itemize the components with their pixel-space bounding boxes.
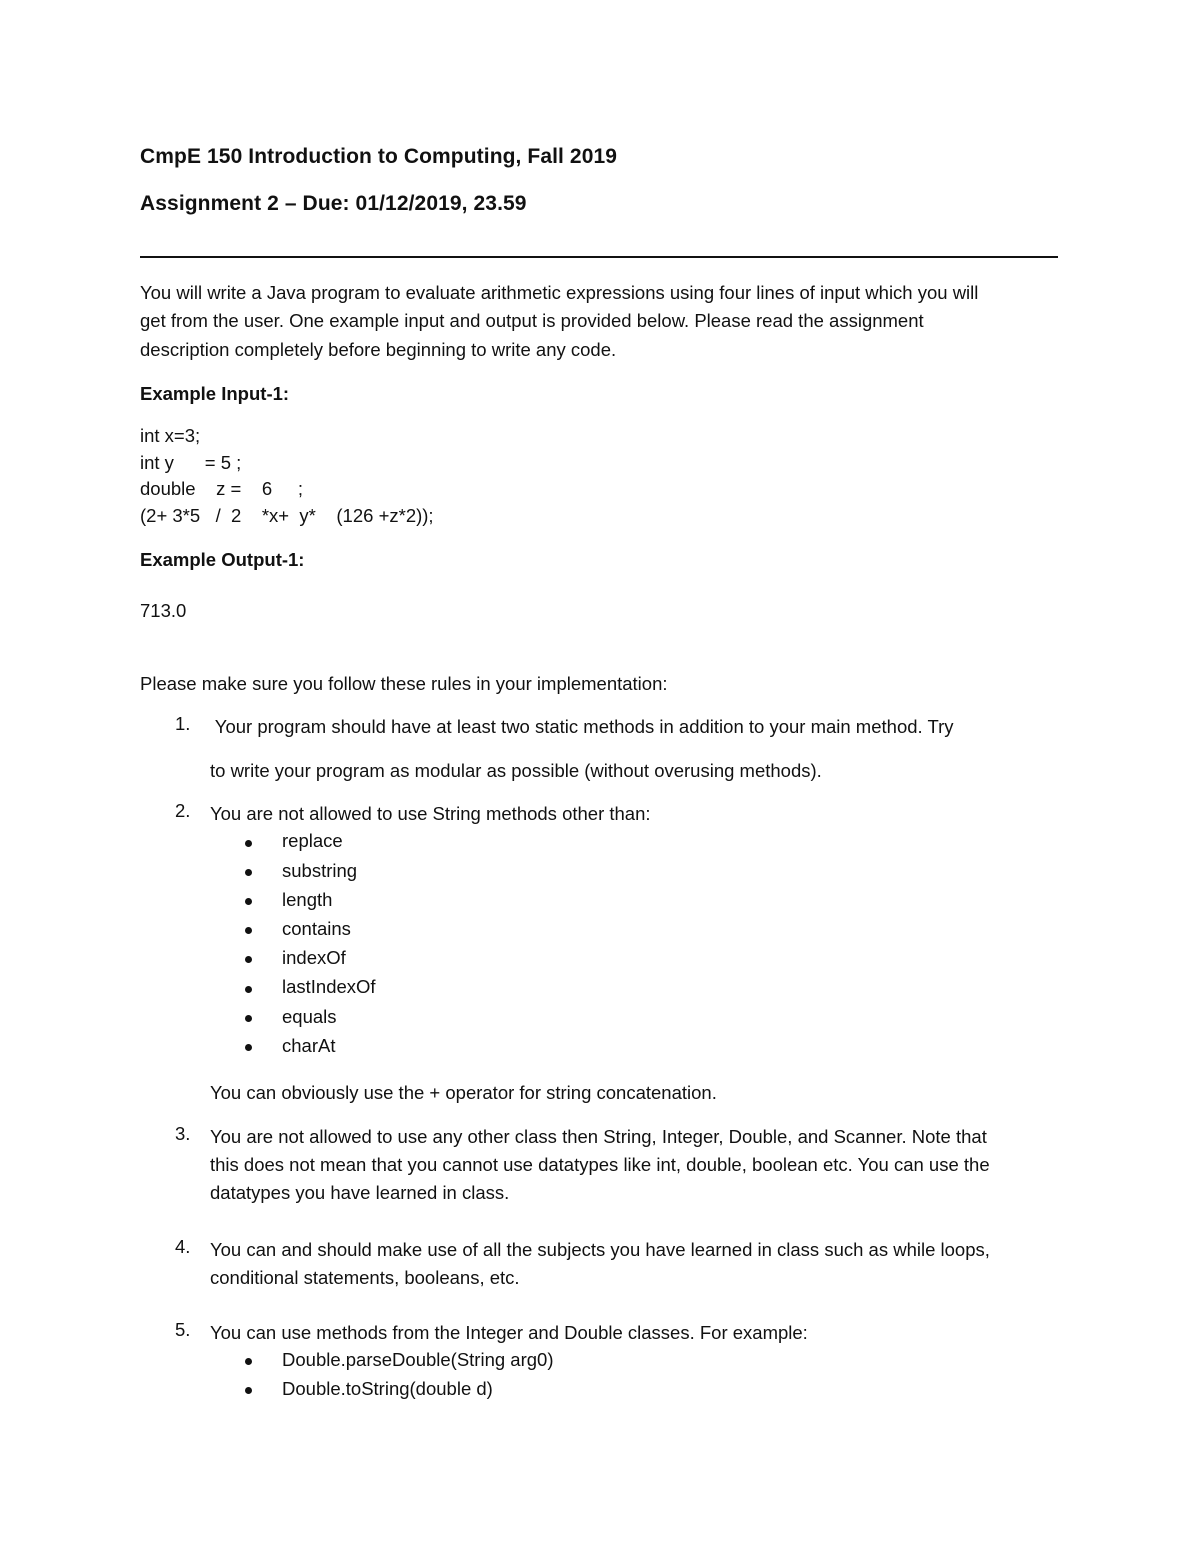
- rule-number: 2.: [175, 800, 191, 821]
- example-input-line: int x=3;: [140, 425, 201, 446]
- rule-text: datatypes you have learned in class.: [210, 1182, 510, 1203]
- rule-text: conditional statements, booleans, etc.: [210, 1267, 520, 1288]
- bullet-dot: [245, 1044, 252, 1051]
- bullet-item: indexOf: [282, 947, 346, 968]
- bullet-dot: [245, 869, 252, 876]
- example-input-line: int y = 5 ;: [140, 452, 242, 473]
- bullet-dot: [245, 840, 252, 847]
- bullet-item: substring: [282, 860, 358, 881]
- bullet-dot: [245, 1387, 252, 1394]
- bullet-item: length: [282, 889, 333, 910]
- course-title: CmpE 150 Introduction to Computing, Fall 2019: [140, 145, 618, 168]
- intro-line: description completely before beginning to write any code.: [140, 339, 617, 360]
- bullet-dot: [245, 986, 252, 993]
- bullet-item: lastIndexOf: [282, 976, 376, 997]
- bullet-dot: [245, 927, 252, 934]
- bullet-item: contains: [282, 918, 351, 939]
- rule-number: 1.: [175, 713, 191, 734]
- rule-number: 3.: [175, 1123, 191, 1144]
- rule-text: to write your program as modular as possible (without overusing methods).: [210, 760, 822, 781]
- intro-line: get from the user. One example input and output is provided below. Please read the assignment: [140, 310, 924, 331]
- rules-intro: Please make sure you follow these rules in your implementation:: [140, 673, 668, 694]
- rule-text: You are not allowed to use any other class then String, Integer, Double, and Scanner. Note that: [210, 1126, 987, 1147]
- example-input-line: double z = 6 ;: [140, 478, 303, 499]
- bullet-dot: [245, 956, 252, 963]
- bullet-item: replace: [282, 830, 343, 851]
- bullet-dot: [245, 898, 252, 905]
- bullet-item: equals: [282, 1006, 337, 1027]
- bullet-dot: [245, 1015, 252, 1022]
- intro-line: You will write a Java program to evaluate arithmetic expressions using four lines of input which you will: [140, 282, 979, 303]
- rule-text: You can use methods from the Integer and Double classes. For example:: [210, 1322, 808, 1343]
- bullet-item: Double.parseDouble(String arg0): [282, 1349, 554, 1370]
- bullet-item: Double.toString(double d): [282, 1378, 493, 1399]
- assignment-title: Assignment 2 – Due: 01/12/2019, 23.59: [140, 192, 527, 215]
- example-input-heading: Example Input-1:: [140, 383, 290, 404]
- rule-note: You can obviously use the + operator for string concatenation.: [210, 1082, 717, 1103]
- example-output-heading: Example Output-1:: [140, 549, 305, 570]
- example-output-value: 713.0: [140, 600, 187, 621]
- bullet-item: charAt: [282, 1035, 336, 1056]
- example-input-line: (2+ 3*5 / 2 *x+ y* (126 +z*2));: [140, 505, 434, 526]
- rule-text: You can and should make use of all the subjects you have learned in class such as while loops,: [210, 1239, 990, 1260]
- rule-text: Your program should have at least two static methods in addition to your main method. Try: [210, 716, 954, 737]
- header-divider: [140, 256, 1058, 258]
- rule-number: 4.: [175, 1236, 191, 1257]
- rule-text: this does not mean that you cannot use datatypes like int, double, boolean etc. You can use the: [210, 1154, 990, 1175]
- rule-number: 5.: [175, 1319, 191, 1340]
- rule-text: You are not allowed to use String methods other than:: [210, 803, 651, 824]
- bullet-dot: [245, 1358, 252, 1365]
